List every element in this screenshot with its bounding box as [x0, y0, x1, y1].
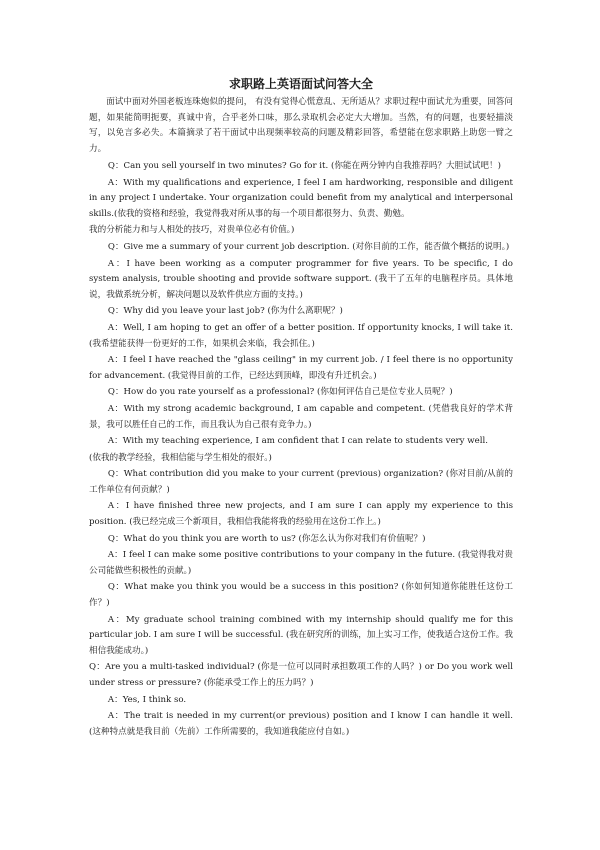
qa-item-question — [89, 660, 513, 691]
qa-text: Well, I am hoping to get an offer of a better position. If opportunity knocks, I will take it. (我希望能获得一份更好的工作，如果机会来临，我会抓住。) — [89, 322, 513, 349]
qa-item-question — [89, 580, 513, 611]
qa-text: Are you a multi-tasked individual? (你是一位可以同时承担数项工作的人吗？) or Do you work well under stress or pressure? (你能承受工作上的压力吗？) — [89, 662, 514, 688]
qa-label: A： — [107, 694, 123, 705]
qa-item-answer — [89, 548, 513, 579]
qa-text: Yes, I think so. — [122, 694, 187, 705]
qa-text: 我的分析能力和与人相处的技巧，对贵单位必有价值。) — [89, 225, 295, 236]
qa-text: What do you think you are worth to us? (你怎么认为你对我们有价值呢？) — [123, 533, 426, 544]
page-title: 求职路上英语面试问答大全 — [228, 77, 373, 91]
qa-item-answer — [89, 709, 513, 740]
qa-text: How do you rate yourself as a professional? (你如何评估自己是位专业人员呢？) — [123, 387, 453, 398]
qa-item-answer — [89, 693, 513, 709]
intro-paragraph: 面试中面对外国老板连珠炮似的提问， 有没有觉得心慌意乱、无所适从？求职过程中面试尤为重要，回答问题，如果能简明扼要，真诚中肯，合乎老外口味，那么录取机会必定大大增加。当然，有的问题，也要轻描淡写，以免言多必失。本篇摘录了若干面试中出现频率较高的问题及精彩回答，希望能在您求职路上助您一臂之力。 — [89, 97, 513, 154]
qa-label: A： — [107, 355, 124, 366]
qa-text: I have been working as a computer programmer for five years. To be specific, I do system analysis, trouble shooting and provide software support. (我干了五年的电脑程序员。具体地说，我做系统分析，解决问题以及软件供应方面的支持。) — [89, 258, 513, 300]
qa-label: A： — [107, 403, 124, 414]
qa-text: Give me a summary of your current job description. (对你目前的工作，能否做个概括的说明。) — [123, 241, 510, 252]
qa-item-question — [89, 304, 513, 320]
qa-text: The trait is needed in my current(or previous) position and I know I can handle it well. (这种特点就是我目前（先前）工作所需要的，我知道我能应付自如。) — [89, 711, 513, 737]
qa-label: A： — [107, 614, 126, 625]
qa-label: A： — [107, 501, 126, 512]
qa-item-question — [89, 159, 513, 175]
qa-label: Q： — [107, 582, 125, 593]
qa-item-answer — [89, 613, 513, 660]
qa-item-question — [89, 385, 513, 401]
qa-label: Q： — [107, 306, 124, 317]
qa-item-answer — [89, 353, 513, 384]
qa-label: Q： — [107, 161, 124, 171]
qa-item-answer — [89, 499, 513, 530]
qa-item-continuation — [89, 451, 513, 467]
qa-text: (依我的教学经验，我相信能与学生相处的很好。) — [89, 452, 272, 463]
qa-label: A： — [107, 711, 125, 722]
qa-item-answer — [89, 257, 513, 304]
qa-text: I feel I can make some positive contributions to your company in the future. (我觉得我对贵公司能做些积极性的贡献。) — [89, 550, 513, 576]
qa-label: Q： — [107, 533, 124, 544]
qa-text: I have finished three new projects, and I am sure I can apply my experience to this position. (我已经完成三个新项目，我相信我能将我的经验用在这份工作上。) — [89, 501, 513, 528]
qa-label: A： — [107, 258, 127, 269]
qa-label: A： — [107, 177, 124, 188]
qa-text: What make you think you would be a success in this position? (你如何知道你能胜任这份工作？) — [89, 582, 513, 609]
qa-text: What contribution did you make to your current (previous) organization? (你对目前/从前的工作单位有何贡献？) — [89, 469, 513, 495]
qa-label: Q： — [107, 469, 124, 480]
qa-item-question — [89, 467, 513, 498]
qa-item-answer — [89, 321, 513, 352]
qa-text: Why did you leave your last job? (你为什么离职呢？) — [123, 306, 343, 317]
qa-label: A： — [107, 322, 124, 333]
qa-text: With my qualifications and experience, I feel I am hardworking, responsible and diligent in any project I undertake. Your organization could benefit from my analytical and interpersonal skills.(依我的资格和经验，我觉得我对所从事的每一个项目都很努力、负责、勤勉。 — [89, 177, 513, 219]
qa-text: My graduate school training combined with my internship should qualify me for this particular job. I am sure I will be successful. (我在研究所的训练，加上实习工作，使我适合这份工作。我相信我能成功。) — [89, 614, 513, 656]
qa-label: Q： — [107, 387, 124, 398]
document-page — [89, 76, 513, 741]
qa-label: Q： — [89, 662, 105, 673]
qa-text: With my strong academic background, I am capable and competent. (凭借我良好的学术背景，我可以胜任自己的工作，而且我认为自己很有竞争力。) — [89, 403, 513, 430]
qa-text: I feel I have reached the "glass ceiling" in my current job. / I feel there is no opportunity for advancement. (我觉得目前的工作，已经达到顶峰，即没有升迁机会。) — [89, 355, 513, 381]
qa-text: Can you sell yourself in two minutes? Go for it. (你能在两分钟内自我推荐吗？大胆试试吧！) — [123, 161, 501, 171]
qa-item-answer — [89, 176, 513, 223]
qa-item-continuation — [89, 223, 513, 239]
qa-label: Q： — [107, 241, 124, 252]
qa-item-question — [89, 240, 513, 256]
qa-label: A： — [107, 550, 123, 561]
qa-text: With my teaching experience, I am confident that I can relate to students very well. — [122, 436, 488, 447]
qa-label: A： — [107, 436, 123, 447]
qa-item-question — [89, 532, 513, 548]
qa-item-answer — [89, 434, 513, 450]
qa-item-answer — [89, 402, 513, 433]
